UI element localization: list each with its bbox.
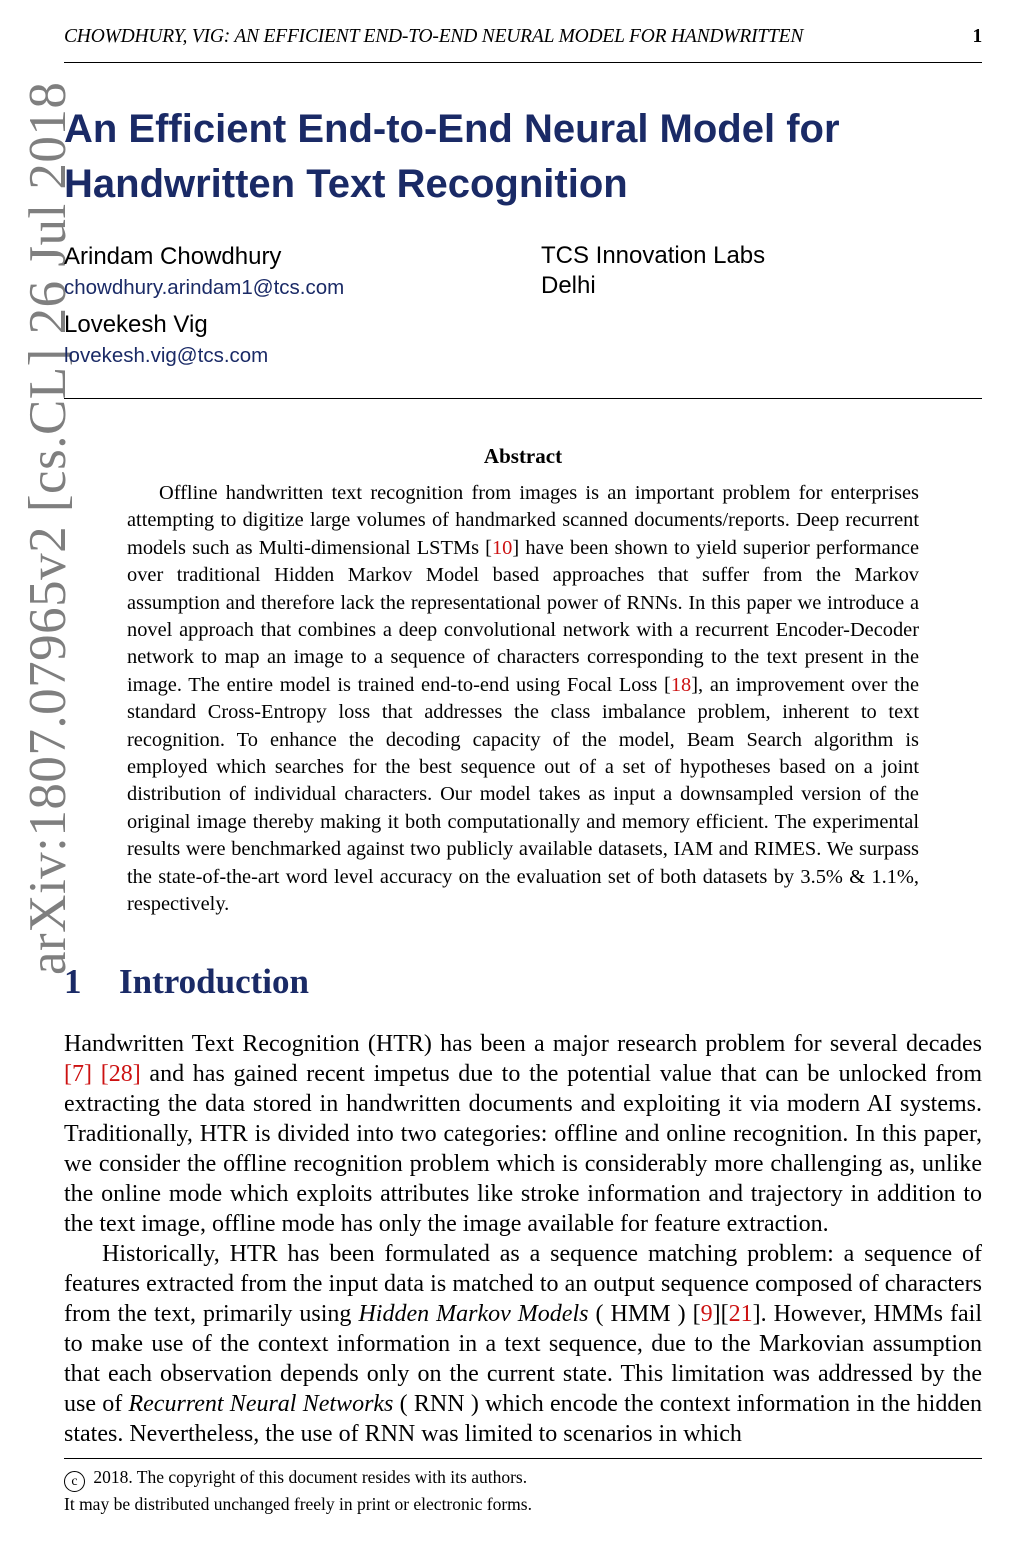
footnote-text: 2018. The copyright of this document resides with its authors.	[89, 1467, 528, 1487]
abstract-text: ], an improvement over the standard Cross-Entropy loss that addresses the class imbalance problem, inherent to text recognition. To enhance the decoding capacity of the model, Beam Search algorithm is employed which searches for the best sequence out of a set of hypotheses based on a joint distribution of individual characters. Our model takes as input a downsampled version of the original image thereby making it both computationally and memory efficient. The experimental results were benchmarked against two publicly available datasets, IAM and RIMES. We surpass the state-of-the-art word level accuracy on the evaluation set of both datasets by 3.5% & 1.1%, respectively.	[127, 673, 920, 916]
title-rule	[64, 398, 982, 399]
title-line-2: Handwritten Text Recognition	[64, 162, 628, 206]
section-title: Introduction	[119, 962, 309, 1001]
arxiv-stamp: arXiv:1807.07965v2 [cs.CL] 26 Jul 2018	[19, 81, 77, 975]
affiliation-org: TCS Innovation Labs	[541, 242, 766, 269]
citation-link[interactable]: 21	[728, 1301, 753, 1327]
author-block	[64, 241, 344, 371]
header-rule	[64, 62, 982, 63]
author-name-2: Lovekesh Vig	[64, 311, 208, 338]
body-text: ][	[712, 1301, 729, 1327]
abstract-text: Offline handwritten text recognition from images is an important problem for enterprises attempting to digitize large volumes of handmarked scanned documents/reports. Deep recurrent models such as Multi-dimensional LSTMs [	[127, 482, 919, 559]
section-heading	[64, 962, 309, 1002]
footnote-line-2: It may be distributed unchanged freely in print or electronic forms.	[64, 1494, 532, 1514]
footnote-line-1	[64, 1465, 532, 1492]
body-text: Historically, HTR has been formulated as a sequence matching problem: a sequence of features extracted from the input data is matched to an output sequence composed of characters from the text, primarily using	[64, 1241, 982, 1327]
paragraph	[64, 1029, 982, 1239]
italic-term: Recurrent Neural Networks	[128, 1391, 394, 1417]
body-text: and has gained recent impetus due to the potential value that can be unlocked from extracting the data stored in handwritten documents and exploiting it via modern AI systems. Traditionally, HTR is divided into two categories: offline and online recognition. In this paper, we consider the offline recognition problem which is considerably more challenging as, unlike the online mode which exploits attributes like stroke information and trajectory in addition to the text image, offline mode has only the image available for feature extraction.	[64, 1061, 983, 1237]
author-name-1: Arindam Chowdhury	[64, 243, 282, 270]
body-text	[92, 1061, 101, 1087]
citation-link[interactable]: [7]	[64, 1061, 92, 1087]
paragraph	[64, 1239, 982, 1449]
introduction-body	[64, 1029, 982, 1449]
running-header	[64, 26, 982, 48]
citation-link[interactable]: 10	[491, 536, 513, 559]
citation-link[interactable]: 9	[700, 1301, 713, 1327]
body-text: Handwritten Text Recognition (HTR) has been a major research problem for several decades	[64, 1031, 982, 1057]
italic-term: Hidden Markov Models	[358, 1301, 589, 1327]
affiliation	[541, 241, 765, 301]
body-text: ]. However, HMMs fail to make use of the context information in a text sequence, due to the Markovian assumption that each observation depends only on the current state. This limitation was addressed by the use of	[64, 1301, 982, 1417]
citation-link[interactable]: [28]	[100, 1061, 141, 1087]
copyright-footnote	[64, 1465, 532, 1517]
affiliation-city: Delhi	[541, 272, 596, 299]
footnote-rule	[64, 1458, 982, 1459]
citation-link[interactable]: 18	[670, 673, 692, 696]
abstract-text: ] have been shown to yield superior performance over traditional Hidden Markov Model based approaches that suffer from the Markov assumption and therefore lack the representational power of RNNs. In this paper we introduce a novel approach that combines a deep convolutional network with a recurrent Encoder-Decoder network to map an image to a sequence of characters corresponding to the text present in the image. The entire model is trained end-to-end using Focal Loss [	[127, 536, 920, 696]
abstract-body	[127, 480, 919, 919]
copyright-icon: c	[64, 1471, 85, 1492]
author-email-2[interactable]: lovekesh.vig@tcs.com	[64, 344, 269, 367]
page-number: 1	[972, 26, 982, 47]
title-line-1: An Efficient End-to-End Neural Model for	[64, 107, 840, 151]
abstract-heading: Abstract	[483, 444, 563, 468]
body-text: ( HMM ) [	[588, 1301, 701, 1327]
body-text: ( RNN ) which encode the context information in the hidden states. Nevertheless, the use of RNN was limited to scenarios in which	[64, 1391, 982, 1447]
paper-title	[64, 102, 964, 212]
author-email-1[interactable]: chowdhury.arindam1@tcs.com	[64, 276, 345, 299]
section-number: 1	[64, 962, 82, 1001]
running-title: CHOWDHURY, VIG: AN EFFICIENT END-TO-END NEURAL MODEL FOR HANDWRITTEN	[64, 26, 804, 47]
